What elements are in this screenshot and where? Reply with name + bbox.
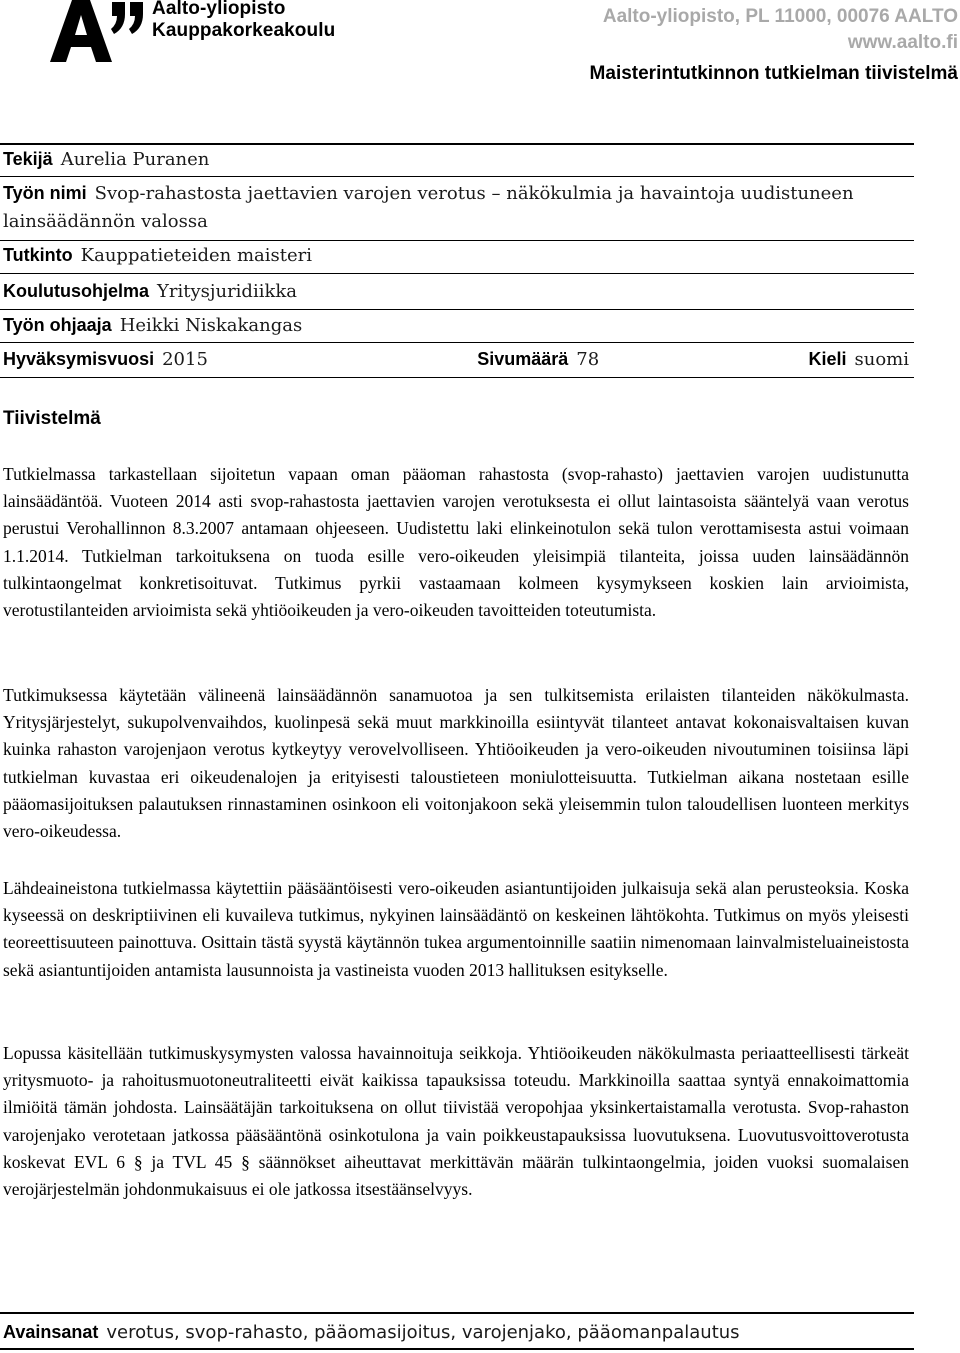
author-label: Tekijä (3, 149, 53, 169)
abstract-paragraph: Tutkielmassa tarkastellaan sijoitetun vapaan oman pääoman rahastosta (svop-rahasto) jaettavien varojen uudistunutta lainsäädäntöä. Vuoteen 2014 asti svop-rahastosta jaettavien varojen verotuksesta ei ollut laintasoista sääntelyä vaan verotus perustui Verohallinnon 8.3.2007 antamaan ohjeeseen. Uudistettu laki elinkeinotulon sekä tulon verottamisesta astui voimaan 1.1.2014. Tutkielman tarkoituksena on tuoda esille vero-oikeuden yleisimpiä tilanteita, joissa uuden lainsäädännön tulkintaongelmat konkretisoituvat. Tutkimus pyrkii vastaamaan kolmeen kysymykseen koskien lain arvioimista, verotustilanteiden arvioimista sekä yhtiöoikeuden ja vero-oikeuden tavoitteiden toteutumista. (3, 464, 909, 621)
aalto-a-logo-icon (50, 0, 148, 64)
supervisor-value: Heikki Niskakangas (119, 315, 303, 336)
keywords-value: verotus, svop-rahasto, pääomasijoitus, varojenjako, pääomanpalautus (106, 1322, 740, 1343)
degree-field (3, 241, 909, 270)
programme-value: Yritysjuridiikka (157, 281, 298, 302)
pages-label: Sivumäärä (477, 349, 569, 369)
supervisor-field (3, 311, 909, 340)
header-right (590, 4, 958, 86)
language-field (808, 345, 909, 374)
abstract-paragraph: Lopussa käsitellään tutkimuskysymysten valossa havainnoituja seikkoja. Yhtiöoikeuden näkökulmasta periaatteellisesti tärkeät yritysmuoto- ja rahoitusmuotoneutraliteetti eivät kaikissa tapauksissa toteudu. Markkinoilla saattaa syntyä ennakoimattomia ilmiöitä tämän johdosta. Lainsäätäjän tarkoituksena on ollut tiivistää veropohjaa yksinkertaistamalla verotusta. Svop-rahaston varojenjako verotetaan jatkossa pääsääntönä osinkotulona ja vain poikkeustapauksissa luovutuksena. Luovutusvoittoverotusta koskevat EVL 6 § ja TVL 45 § säännökset aiheuttavat merkittävän määrän tulkintaongelmia, joiden vuoksi suomalaisen verojärjestelmän johdonmukaisuus ei ole jatkossa itsestäänselvyys. (3, 1043, 909, 1200)
programme-label: Koulutusohjelma (3, 281, 150, 301)
keywords-label: Avainsanat (3, 1322, 99, 1342)
divider (0, 176, 914, 177)
pages-value: 78 (576, 349, 600, 370)
divider (0, 377, 914, 378)
abstract-paragraph: Lähdeaineistona tutkielmassa käytettiin pääsääntöisesti vero-oikeuden asiantuntijoiden julkaisuja sekä alan perusteoksia. Koska kyseessä on deskriptiivinen eli kuvaileva tutkimus, nykyinen lainsäädäntö on keskeinen lähtökohta. Tutkimus on myös yleisesti teoreettisuuteen painottuva. Osittain tästä syystä käytännön tukea argumentoinnille saatiin nimenomaan lainvalmisteluaineistosta sekä asiantuntijoiden antamista lausunnoista ja vastineista vuoden 2013 hallituksen esitykselle. (3, 878, 909, 980)
programme-field (3, 277, 909, 306)
logo-line-university: Aalto-yliopisto (152, 0, 286, 19)
aalto-logo (50, 0, 380, 66)
divider (0, 1348, 914, 1350)
logo-text (152, 0, 335, 42)
keywords-field (3, 1318, 909, 1347)
language-label: Kieli (808, 349, 847, 369)
abstract-heading: Tiivistelmä (3, 408, 101, 429)
abstract-paragraph: Tutkimuksessa käytetään välineenä lainsäädännön sanamuotoa ja sen tulkitsemista erilaisten tilanteiden näkökulmasta. Yritysjärjestelyt, sukupolvenvaihdos, kuolinpesä sekä muut markkinoilla esiintyvät tilanteet antavat kokonaisvaltaisen kuvan kuinka rahaston varojenjaon verotus kytkeytyy verovelvolliseen. Yhtiöoikeuden ja vero-oikeuden nivoutuminen toisiinsa läpi tutkielman kuvastaa eri oikeudenalojen ja erityisesti taloustieteen moniulotteisuutta. Tutkielman aikana nostetaan esille pääomasijoituksen palautuksen rinnastaminen osinkoon eli voitonjakoon sekä yleisemmin tulon taloudellisen luonteen merkitys vero-oikeudessa. (3, 685, 909, 842)
header-address: Aalto-yliopisto, PL 11000, 00076 AALTO (602, 6, 958, 27)
title-value: Svop-rahastosta jaettavien varojen verotus – näkökulmia ja havaintoja uudistuneen lainsäädännön valossa (3, 183, 854, 232)
language-value: suomi (854, 349, 909, 370)
header-website: www.aalto.fi (847, 32, 958, 53)
supervisor-label: Työn ohjaaja (3, 315, 112, 335)
author-value: Aurelia Puranen (60, 149, 210, 170)
degree-value: Kauppatieteiden maisteri (80, 245, 313, 266)
divider (0, 309, 914, 310)
year-field (3, 345, 208, 374)
divider (0, 1312, 914, 1314)
author-field (3, 145, 909, 174)
pages-field (477, 345, 599, 374)
title-label: Työn nimi (3, 183, 87, 203)
year-value: 2015 (162, 349, 208, 370)
logo-line-school: Kauppakorkeakoulu (152, 20, 336, 41)
year-label: Hyväksymisvuosi (3, 349, 155, 369)
year-pages-language-row (3, 345, 909, 374)
divider (0, 273, 914, 274)
title-field (3, 179, 909, 236)
degree-label: Tutkinto (3, 245, 73, 265)
divider (0, 342, 914, 343)
document-title: Maisterintutkinnon tutkielman tiivistelmä (589, 63, 958, 84)
